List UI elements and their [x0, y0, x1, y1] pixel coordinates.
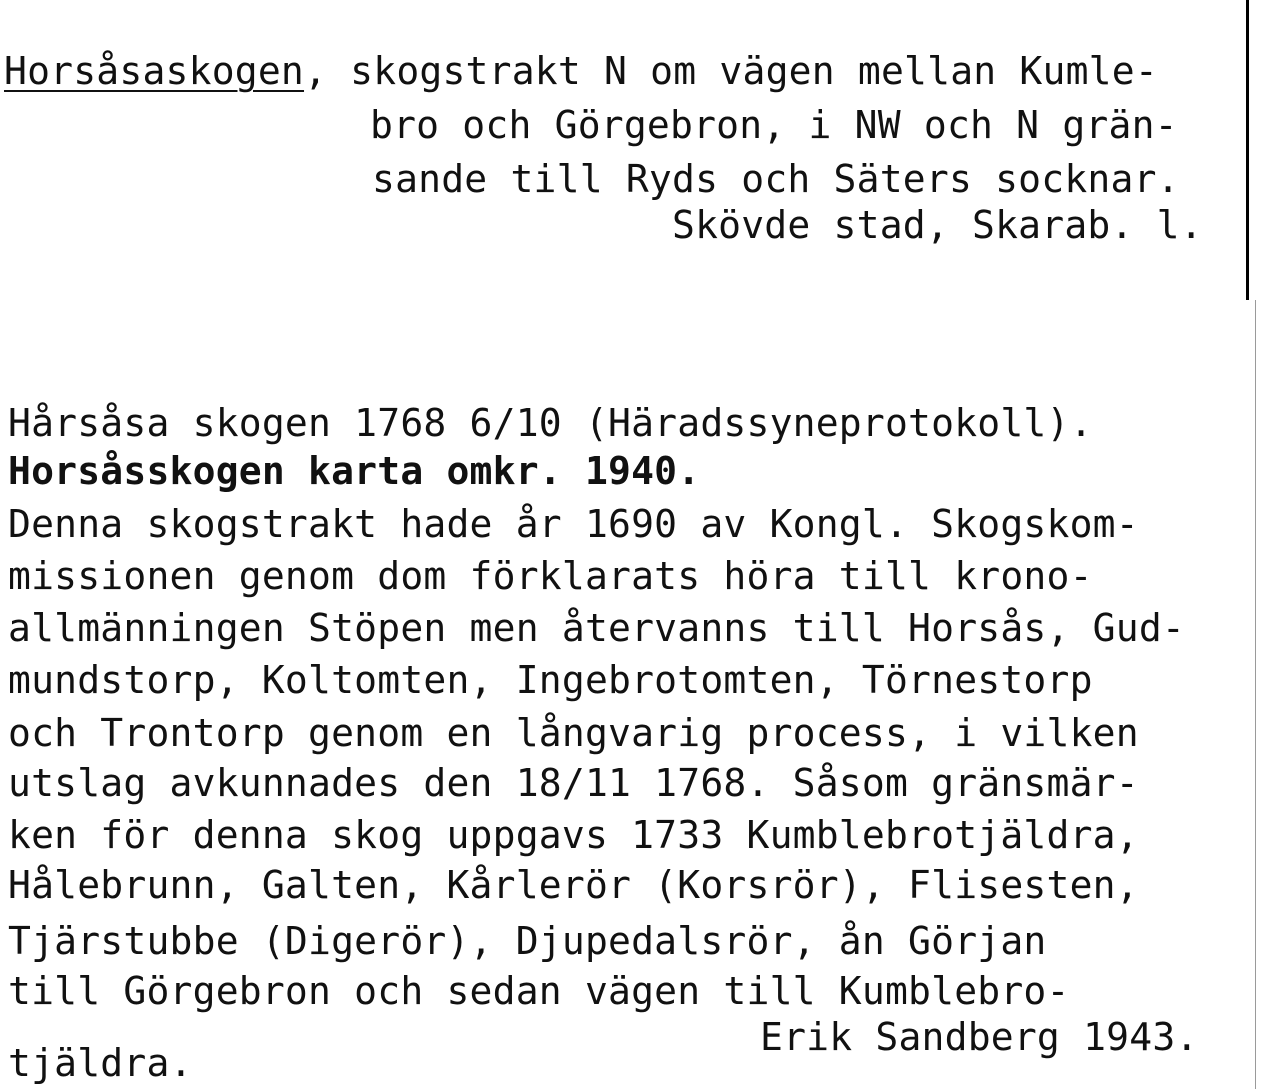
- header-line-2: bro och Görgebron, i NW och N grän-: [370, 103, 1178, 147]
- body-line-7: och Trontorp genom en långvarig process, i vilken: [8, 711, 1139, 755]
- card-edge-line: [1246, 0, 1249, 300]
- header-line-3: sande till Ryds och Säters socknar.: [372, 157, 1180, 201]
- body-line-6: mundstorp, Koltomten, Ingebrotomten, Törnestorp: [8, 658, 1093, 702]
- card-edge-line-faint: [1255, 300, 1256, 1089]
- body-line-1: Hårsåsa skogen 1768 6/10 (Häradssyneprotokoll).: [8, 401, 1093, 445]
- body-line-10: Hålebrunn, Galten, Kårlerör (Korsrör), Flisesten,: [8, 863, 1139, 907]
- body-line-9: ken för denna skog uppgavs 1733 Kumblebrotjäldra,: [8, 813, 1139, 857]
- header-line-1-text: , skogstrakt N om vägen mellan Kumle-: [304, 49, 1158, 93]
- signature: Erik Sandberg 1943.: [760, 1015, 1199, 1059]
- header-line-4: Skövde stad, Skarab. l.: [672, 203, 1203, 247]
- body-line-8: utslag avkunnades den 18/11 1768. Såsom gränsmär-: [8, 761, 1139, 805]
- body-line-3: Denna skogstrakt hade år 1690 av Kongl. Skogskom-: [8, 502, 1139, 546]
- body-line-11: Tjärstubbe (Digerör), Djupedalsrör, ån Görjan: [8, 919, 1047, 963]
- headword: Horsåsaskogen: [4, 49, 305, 93]
- body-line-4: missionen genom dom förklarats höra till krono-: [8, 554, 1093, 598]
- body-line-12: till Görgebron och sedan vägen till Kumblebro-: [8, 969, 1070, 1013]
- header-line-1: [4, 49, 1158, 93]
- body-line-13: tjäldra.: [8, 1041, 193, 1085]
- body-line-2: Horsåsskogen karta omkr. 1940.: [8, 449, 701, 493]
- body-line-5: allmänningen Stöpen men återvanns till Horsås, Gud-: [8, 606, 1185, 650]
